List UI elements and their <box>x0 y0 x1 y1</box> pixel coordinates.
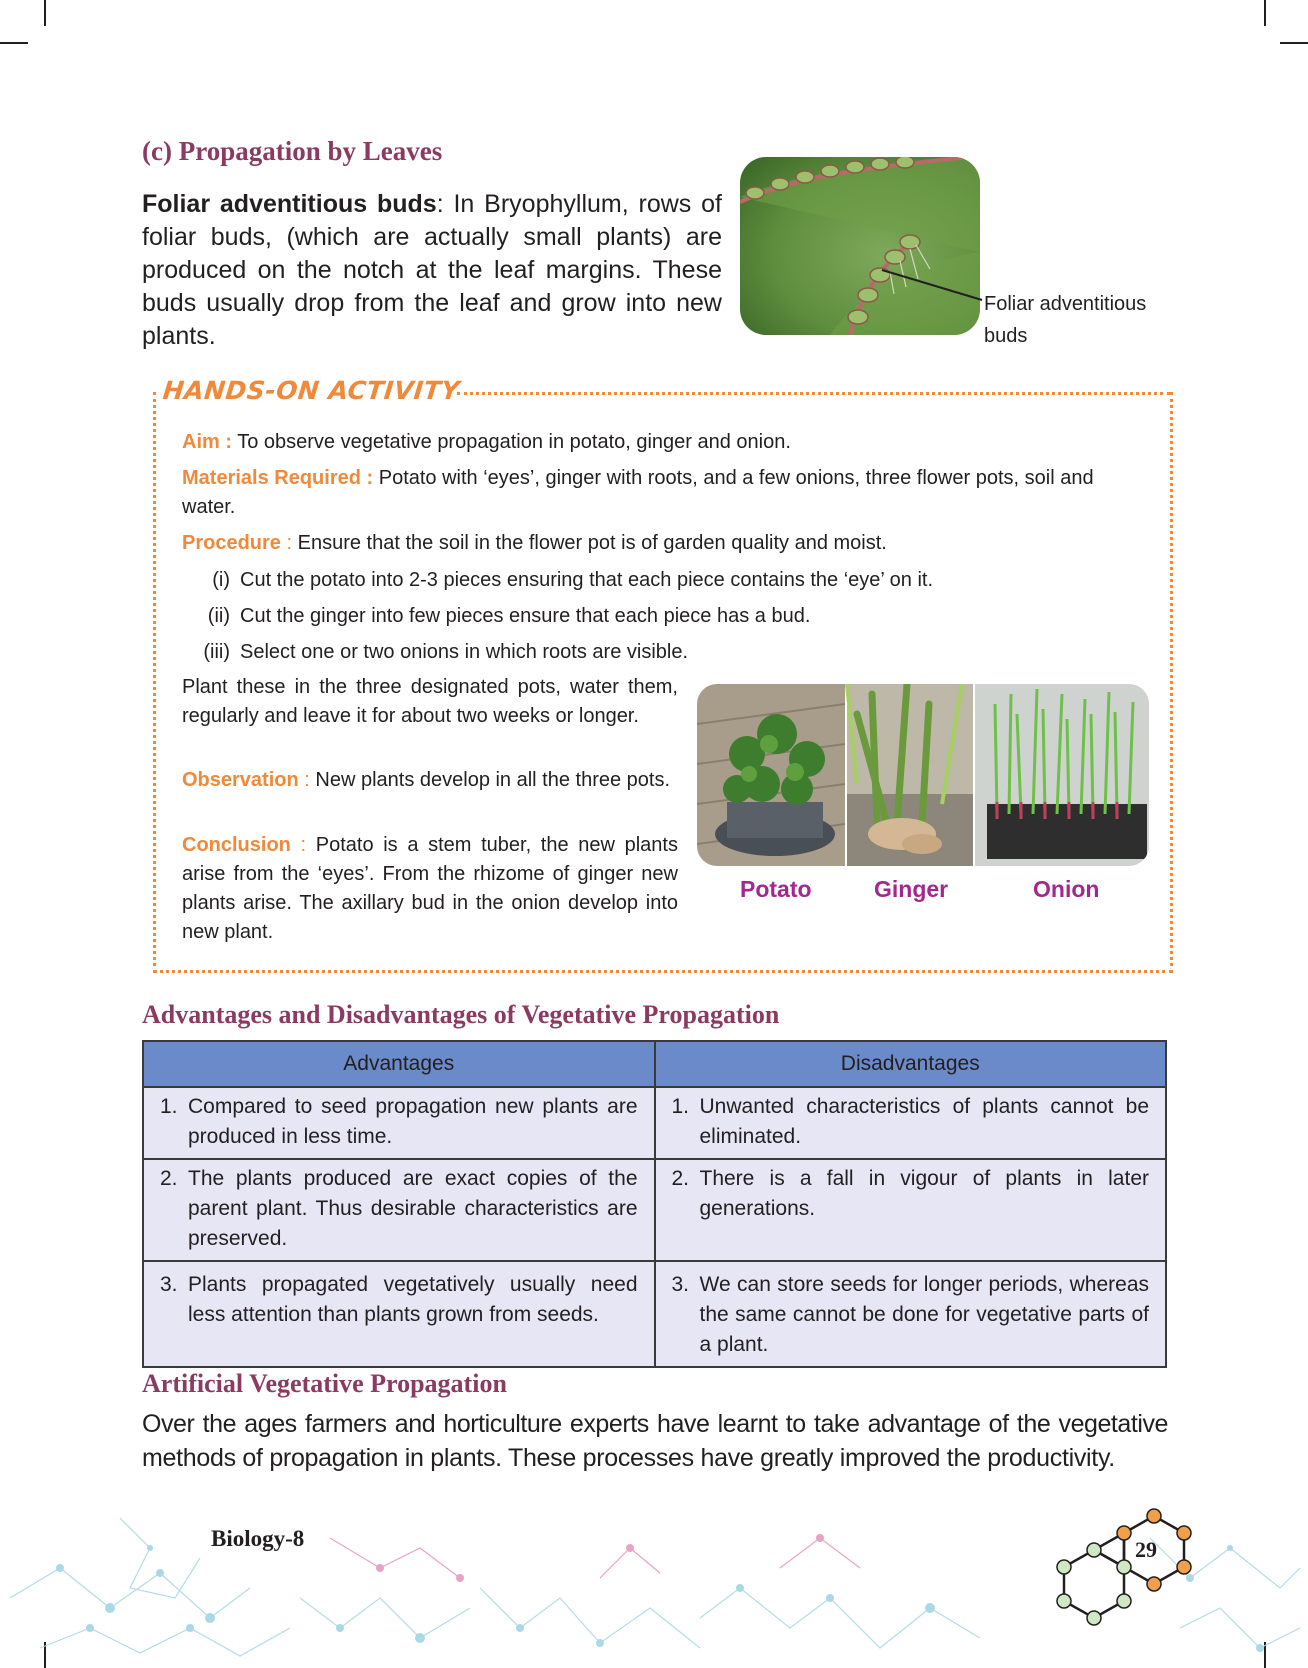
disadvantage-text: We can store seeds for longer periods, whereas the same cannot be done for vegetative parts of a plant. <box>699 1273 1149 1356</box>
table-header-row <box>143 1041 1166 1087</box>
row-number: 1. <box>671 1095 690 1118</box>
procedure-colon: : <box>280 532 293 554</box>
image-label-line: Foliar adventitious <box>984 293 1147 315</box>
ginger-photo <box>847 684 973 866</box>
disadvantage-text: Unwanted characteristics of plants cannot be eliminated. <box>699 1095 1149 1148</box>
activity-top-border <box>457 392 1170 395</box>
step-text: Cut the potato into 2-3 pieces ensuring that each piece contains the ‘eye’ on it. <box>240 569 934 591</box>
aim-label: Aim : <box>182 431 232 453</box>
advantage-text: Compared to seed propagation new plants are produced in less time. <box>188 1095 638 1148</box>
row-number: 3. <box>160 1273 178 1296</box>
advantage-text: Plants propagated vegetatively usually need less attention than plants grown from seeds. <box>188 1273 638 1326</box>
step-text: Cut the ginger into few pieces ensure that each piece has a bud. <box>240 605 811 627</box>
disadvantage-cell <box>655 1087 1167 1159</box>
section-c-heading: (c) Propagation by Leaves <box>142 136 443 166</box>
activity-aim <box>182 428 1142 457</box>
activity-materials <box>182 464 1140 522</box>
book-title: Biology-8 <box>211 1526 305 1551</box>
image-label-foliar-buds <box>984 288 1146 352</box>
row-number: 2. <box>671 1167 690 1190</box>
hexagon-page-icon <box>1054 1500 1204 1640</box>
potato-photo <box>697 684 845 866</box>
conclusion-label: Conclusion <box>182 834 291 856</box>
photo-label-potato: Potato <box>740 876 812 902</box>
step-number: (ii) <box>207 605 230 627</box>
materials-label: Materials Required : <box>182 467 374 489</box>
page-number: 29 <box>1135 1537 1157 1562</box>
activity-procedure <box>182 529 1142 558</box>
advantages-table <box>142 1040 1167 1368</box>
step-number: (iii) <box>203 641 230 663</box>
conclusion-colon: : <box>290 834 307 856</box>
disadvantage-cell <box>655 1261 1167 1367</box>
advantage-cell <box>143 1087 655 1159</box>
advantage-cell <box>143 1159 655 1261</box>
col-header-advantages: Advantages <box>143 1041 655 1087</box>
observation-colon: : <box>298 769 310 791</box>
procedure-label: Procedure <box>182 532 281 554</box>
crop-mark <box>0 42 28 44</box>
observation-label: Observation <box>182 769 299 791</box>
advantages-heading: Advantages and Disadvantages of Vegetative Propagation <box>142 1000 780 1029</box>
onion-photo <box>975 684 1149 866</box>
disadvantage-text: There is a fall in vigour of plants in later generations. <box>699 1167 1149 1220</box>
section-c-body: : In Bryophyllum, rows of foliar buds, (which are actually small plants) are produced on the notch at the leaf margins. These buds usually drop from the leaf and grow into new plants. <box>142 190 722 350</box>
row-number: 3. <box>671 1273 690 1296</box>
procedure-steps <box>182 562 1082 670</box>
activity-title: HANDS-ON ACTIVITY <box>161 376 462 405</box>
table-row <box>143 1087 1166 1159</box>
crop-mark <box>1280 42 1308 44</box>
activity-observation <box>182 766 678 795</box>
step-text: Select one or two onions in which roots are visible. <box>240 641 689 663</box>
photo-label-ginger: Ginger <box>874 876 949 902</box>
col-header-disadvantages: Disadvantages <box>655 1041 1167 1087</box>
crop-mark <box>44 0 46 26</box>
list-item <box>182 562 1082 598</box>
step-number: (i) <box>212 569 230 591</box>
list-item <box>182 634 1082 670</box>
photo-label-onion: Onion <box>1033 876 1100 902</box>
row-number: 2. <box>160 1167 178 1190</box>
advantage-text: The plants produced are exact copies of the parent plant. Thus desirable characteristics are preserved. <box>188 1167 638 1250</box>
disadvantage-cell <box>655 1159 1167 1261</box>
section-c-paragraph <box>142 188 722 353</box>
observation-text: New plants develop in all the three pots. <box>309 769 671 791</box>
image-label-line: buds <box>984 325 1028 347</box>
advantage-cell <box>143 1261 655 1367</box>
row-number: 1. <box>160 1095 178 1118</box>
artificial-heading: Artificial Vegetative Propagation <box>142 1369 507 1398</box>
aim-text: To observe vegetative propagation in potato, ginger and onion. <box>232 431 791 453</box>
table-row <box>143 1261 1166 1367</box>
term-foliar-buds: Foliar adventitious buds <box>142 190 437 218</box>
activity-conclusion <box>182 831 678 947</box>
artificial-line-1: Over the ages farmers and horticulture experts have learnt to take advantage of the vegetative <box>142 1410 1168 1438</box>
crop-mark <box>1264 0 1266 26</box>
conclusion-text: Potato is a stem tuber, the new plants arise from the ‘eyes’. From the rhizome of ginger new plants arise. The axillary bud in the onion develop into new plant. <box>182 834 678 943</box>
artificial-line-2: methods of propagation in plants. These processes have greatly improved the productivity. <box>142 1444 1115 1472</box>
list-item <box>182 598 1082 634</box>
materials-text: Potato with ‘eyes’, ginger with roots, and a few onions, three flower pots, soil and water. <box>182 467 1094 518</box>
activity-plant-text: Plant these in the three designated pots, water them, regularly and leave it for about two weeks or longer. <box>182 676 678 727</box>
table-row <box>143 1159 1166 1261</box>
plants-photo-strip <box>697 684 1149 866</box>
procedure-text: Ensure that the soil in the flower pot is of garden quality and moist. <box>292 532 887 554</box>
